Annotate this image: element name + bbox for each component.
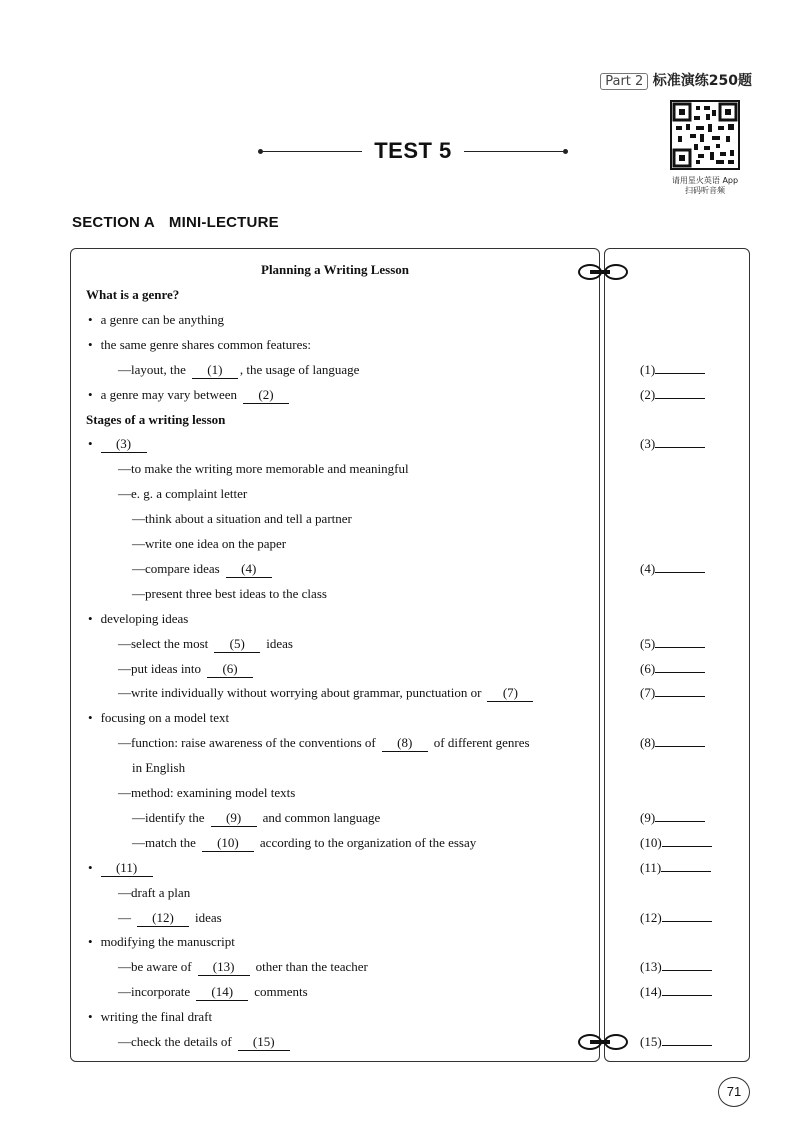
answer-slot[interactable] [640,908,712,928]
bullet-icon: • [88,1009,93,1024]
answer-line[interactable] [662,909,712,922]
dash-item [118,908,222,928]
binder-ring-icon [604,1034,628,1050]
answer-number: (6) [640,661,656,676]
answer-line[interactable] [655,560,705,573]
answer-number: (11) [640,860,662,875]
fill-blank[interactable]: (9) [211,810,257,827]
item-text: —present three best ideas to the class [132,586,327,601]
qr-code-icon [672,102,738,168]
answer-number: (4) [640,561,656,576]
bullet-icon: • [88,611,93,626]
item-text: —think about a situation and tell a partner [132,511,352,526]
answer-line[interactable] [655,684,705,697]
dash-item [132,534,286,554]
fill-blank[interactable]: (11) [101,860,153,877]
item-text: —method: examining model texts [118,785,296,800]
answer-line[interactable] [662,834,712,847]
answer-line[interactable] [655,361,705,374]
item-text: and common language [262,810,381,825]
fill-blank[interactable]: (2) [243,387,289,404]
fill-blank[interactable]: (10) [202,835,254,852]
answer-number: (12) [640,910,662,925]
answer-slot[interactable] [640,434,705,454]
bullet-item [88,335,311,355]
bullet-item [88,932,235,952]
item-text: , the usage of language [239,362,360,377]
item-text: —to make the writing more memorable and meaningful [118,461,409,476]
bullet-icon: • [88,934,93,949]
bullet-icon: • [88,710,93,725]
notes-heading [86,285,179,305]
section-heading [72,214,279,231]
answer-slot[interactable] [640,559,705,579]
dash-item [118,783,295,803]
dash-item [118,634,293,654]
qr-caption-line: 扫码听音频 [685,186,725,195]
dash-item [118,484,247,504]
item-text: —e. g. a complaint letter [118,486,248,501]
dash-item [132,833,476,853]
answer-number: (1) [640,362,656,377]
answer-number: (13) [640,959,662,974]
test-title: TEST 5 [374,138,452,163]
part-label: Part 2 [600,73,648,90]
dash-item [118,1032,290,1052]
bullet-item [88,858,153,878]
item-text: in English [132,760,186,775]
item-text: —put ideas into [118,661,202,676]
bullet-icon: • [88,436,93,451]
fill-blank[interactable]: (8) [382,735,428,752]
fill-blank[interactable]: (14) [196,984,248,1001]
item-text: comments [254,984,308,999]
bullet-icon: • [88,337,93,352]
title-dot [563,149,568,154]
item-text: —select the most [118,636,209,651]
item-text: —layout, the [118,362,186,377]
fill-blank[interactable]: (3) [101,436,147,453]
bullet-icon: • [88,312,93,327]
test-title-bar [258,137,568,165]
bullet-item [88,310,224,330]
section-name: SECTION A [72,214,155,231]
answer-line[interactable] [655,734,705,747]
item-text: writing the final draft [100,1009,213,1024]
notes-heading [86,410,225,430]
answer-number: (8) [640,735,656,750]
page-header [600,70,752,90]
answer-slot[interactable] [640,733,705,753]
bullet-item [88,434,147,454]
answer-number: (7) [640,685,656,700]
answer-slot[interactable] [640,385,705,405]
answer-slot[interactable] [640,683,705,703]
bullet-icon: • [88,860,93,875]
answer-number: (14) [640,984,662,999]
answer-slot[interactable] [640,808,705,828]
dash-item [118,459,409,479]
answer-slot[interactable] [640,957,712,977]
qr-code[interactable] [670,100,740,170]
answer-line[interactable] [661,859,711,872]
dash-item [132,808,380,828]
answer-line[interactable] [655,435,705,448]
bullet-icon: • [88,387,93,402]
answer-slot[interactable] [640,982,712,1002]
dash-item [118,982,308,1002]
qr-caption [662,176,748,196]
heading-text: What is a genre? [86,287,180,302]
answer-line[interactable] [662,958,712,971]
title-rule [464,151,563,152]
series-title: 标准演练250题 [652,73,752,89]
bullet-item [88,708,229,728]
lecture-title: Planning a Writing Lesson [261,262,409,277]
dash-item [118,360,359,380]
bullet-item [88,609,188,629]
dash-item [118,957,368,977]
answer-slot[interactable] [640,1032,712,1052]
item-text: of different genres [433,735,530,750]
dash-item [132,584,327,604]
item-text: ideas [195,910,222,925]
answer-number: (15) [640,1034,662,1049]
item-text: —compare ideas [132,561,220,576]
bullet-item [88,385,289,405]
item-text: focusing on a model text [100,710,230,725]
binder-ring-icon [604,264,628,280]
item-text: —match the [132,835,196,850]
answer-number: (5) [640,636,656,651]
bullet-item [88,1007,212,1027]
fill-blank[interactable]: (5) [214,636,260,653]
dash-item [132,758,185,778]
item-text: —write individually without worrying about grammar, punctuation or [118,685,482,700]
answer-line[interactable] [655,386,705,399]
answer-slot[interactable] [640,833,712,853]
item-text: —check the details of [118,1034,232,1049]
item-text: a genre may vary between [100,387,237,402]
answer-slot[interactable] [640,858,711,878]
dash-item [118,883,190,903]
item-text: —identify the [132,810,205,825]
item-text: —be aware of [118,959,192,974]
answer-slot[interactable] [640,659,705,679]
answer-slot[interactable] [640,360,705,380]
answer-line[interactable] [662,983,712,996]
dash-item [132,509,352,529]
dash-item [132,559,272,579]
dash-item [118,733,530,753]
title-rule [263,151,362,152]
fill-blank[interactable]: (1) [192,362,238,379]
section-subtitle: MINI-LECTURE [168,214,279,231]
answer-line[interactable] [655,635,705,648]
item-text: a genre can be anything [100,312,225,327]
item-text: other than the teacher [255,959,368,974]
answer-line[interactable] [655,660,705,673]
fill-blank[interactable]: (13) [198,959,250,976]
dash-item [118,683,533,703]
page-number: 71 [718,1077,750,1107]
item-text: ideas [266,636,293,651]
fill-blank[interactable]: (7) [487,685,533,702]
answer-line[interactable] [662,1033,712,1046]
item-text: —draft a plan [118,885,191,900]
item-text: modifying the manuscript [100,934,235,949]
answer-slot[interactable] [640,634,705,654]
item-text: — [118,910,131,925]
fill-blank[interactable]: (6) [207,661,253,678]
dash-item [118,659,253,679]
item-text: developing ideas [100,611,189,626]
answer-number: (3) [640,436,656,451]
answer-line[interactable] [655,809,705,822]
item-text: —write one idea on the paper [132,536,287,551]
answer-number: (2) [640,387,656,402]
fill-blank[interactable]: (4) [226,561,272,578]
heading-text: Stages of a writing lesson [86,412,226,427]
qr-caption-line: 请用星火英语 App [671,176,739,185]
fill-blank[interactable]: (12) [137,910,189,927]
item-text: —incorporate [118,984,191,999]
item-text: according to the organization of the essay [259,835,477,850]
item-text: the same genre shares common features: [100,337,312,352]
fill-blank[interactable]: (15) [238,1034,290,1051]
answer-number: (9) [640,810,656,825]
answer-number: (10) [640,835,662,850]
item-text: —function: raise awareness of the conventions of [118,735,376,750]
